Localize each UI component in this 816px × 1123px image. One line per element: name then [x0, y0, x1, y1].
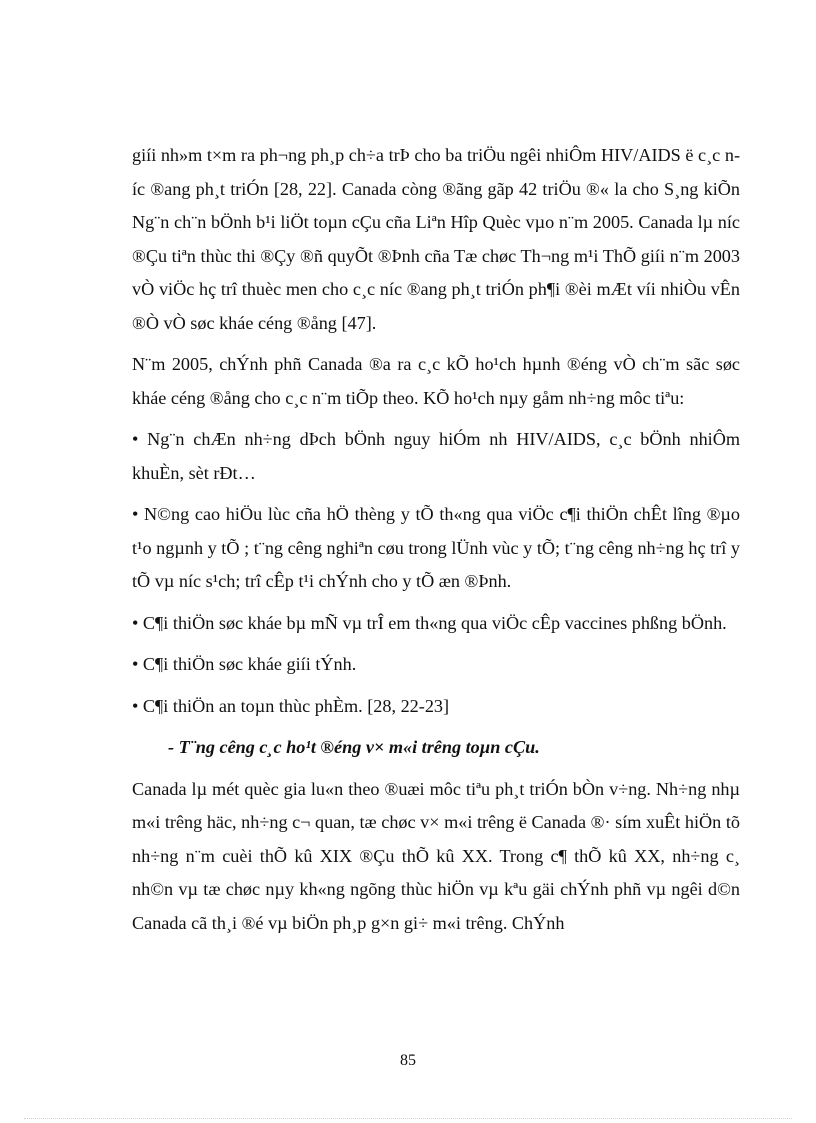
bullet-maternal-child-health: • C¶i thiÖn søc kháe bµ mÑ vµ trÎ em th«ng qua viÖc cÊp vaccines phßng bÖnh. [132, 612, 727, 633]
paragraph-continuation: giíi nh»m t×m ra ph¬ng ph¸p ch÷a trÞ cho ba triÖu ngêi nhiÔm HIV/AIDS ë c¸c níc ®ang ph¸t triÓn [28, 22]. Canada còng ®ãng gãp 42 triÖu ®« la cho S¸ng kiÕn Ng¨n ch¨n bÖnh b¹i liÖt toµn cÇu cña Liªn Hîp Quèc vµo n¨m 2005. Canada lµ níc ®Çu tiªn thùc thi ®Çy ®ñ quyÕt ®Þnh cña Tæ chøc Th¬ng m¹i ThÕ giíi n¨m 2003 vÒ viÖc hç trî thuèc men cho c¸c níc ®ang ph¸t triÓn ph¶i ®èi mÆt víi nhiÒu vÊn ®Ò vÒ søc kháe céng ®ång [47]. [132, 145, 740, 333]
bullet-gender-health: • C¶i thiÖn søc kháe giíi tÝnh. [132, 654, 357, 674]
bullet-food-safety: • C¶i thiÖn an toµn thùc phÈm. [28, 22-23] [132, 695, 450, 716]
paragraph-environment: Canada lµ mét quèc gia lu«n theo ®uæi môc tiªu ph¸t triÓn bÒn v÷ng. Nh÷ng nhµ m«i trêng häc, nh÷ng c¬ quan, tæ chøc v× m«i trêng ë Canada ®· sím xuÊt hiÖn tõ nh÷ng n¨m cuèi thÕ kû XIX ®Çu thÕ kû XX. Trong c¶ thÕ kû XX, nh÷ng c¸ nh©n vµ tæ chøc nµy kh«ng ngõng thùc hiÖn vµ kªu gäi chÝnh phñ vµ ngêi d©n Canada cã th¸i ®é vµ biÖn ph¸p g×n gi÷ m«i trêng. ChÝnh [132, 778, 740, 933]
page-number: 85 [400, 1052, 416, 1069]
body-text [132, 139, 740, 948]
paragraph-action-plan: N¨m 2005, chÝnh phñ Canada ®a ra c¸c kÕ ho¹ch hµnh ®éng vÒ ch¨m sãc søc kháe céng ®ång cho c¸c n¨m tiÕp theo. KÕ ho¹ch nµy gåm nh÷ng môc tiªu: [132, 354, 740, 408]
bottom-divider [24, 1118, 792, 1119]
section-heading: - T¨ng cêng c¸c ho¹t ®éng v× m«i trêng toµn cÇu. [168, 737, 540, 757]
bullet-health-system: • N©ng cao hiÖu lùc cña hÖ thèng y tÕ th«ng qua viÖc c¶i thiÖn chÊt lîng ®µo t¹o ngµnh y tÕ ; t¨ng cêng nghiªn cøu trong lÜnh vùc y tÕ; t¨ng cêng nh÷ng hç trî y tÕ vµ níc s¹ch; trî cÊp t¹i chÝnh cho y tÕ æn ®Þnh. [132, 504, 740, 591]
bullet-disease-prevention: • Ng¨n chÆn nh÷ng dÞch bÖnh nguy hiÓm nh HIV/AIDS, c¸c bÖnh nhiÔm khuÈn, sèt rÐt… [132, 429, 740, 483]
